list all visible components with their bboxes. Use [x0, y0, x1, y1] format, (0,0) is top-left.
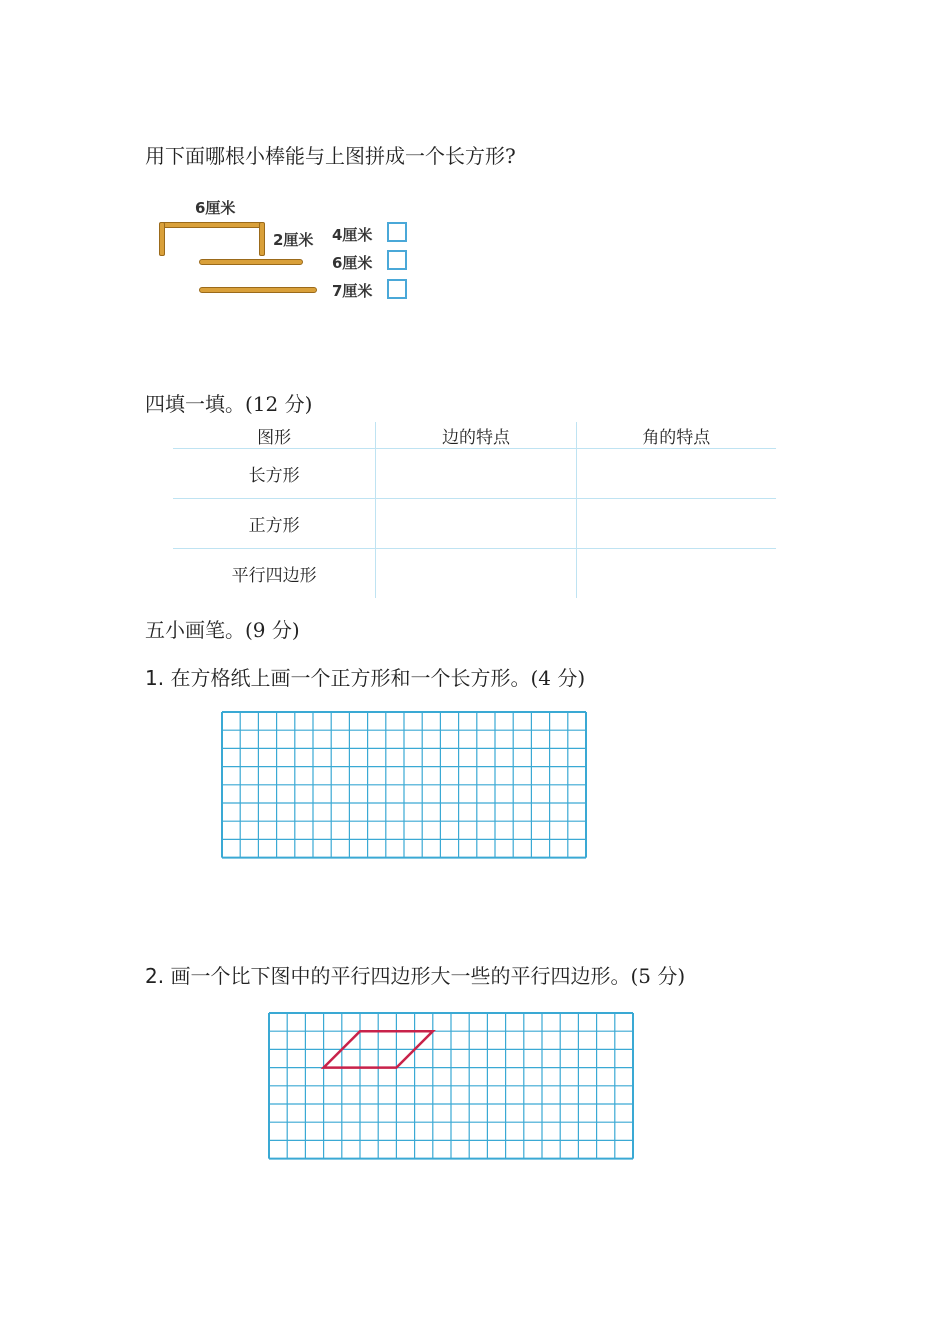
- option-label-6cm: 6厘米: [332, 254, 373, 272]
- q2-text: 画一个比下图中的平行四边形大一些的平行四边形。(5 分): [170, 964, 686, 988]
- table-row: [173, 549, 776, 599]
- table-row: [173, 499, 776, 549]
- option-label-4cm: 4厘米: [332, 226, 373, 244]
- option-label-7cm: 7厘米: [332, 282, 373, 300]
- cell-rectangle-sides[interactable]: [376, 449, 576, 499]
- header-angles: 角的特点: [576, 422, 776, 449]
- grid-lines: [269, 1013, 633, 1159]
- header-sides: 边的特点: [376, 422, 576, 449]
- header-shape: 图形: [173, 422, 376, 449]
- section4-title: 四填一填。(12 分): [145, 392, 313, 416]
- top-stick-label: 6厘米: [195, 199, 236, 217]
- cell-parallelogram-angles[interactable]: [576, 549, 776, 599]
- grid-lines: [222, 712, 586, 858]
- table-header-row: [173, 422, 776, 449]
- cell-rectangle-angles[interactable]: [576, 449, 776, 499]
- row-label-rectangle: 长方形: [173, 449, 376, 499]
- answer-box-6cm[interactable]: [387, 250, 407, 270]
- section5-title: 五小画笔。(9 分): [145, 618, 300, 642]
- side-stick-label: 2厘米: [273, 231, 314, 249]
- stick-6cm: [199, 259, 303, 265]
- question-text: 用下面哪根小棒能与上图拼成一个长方形?: [145, 144, 516, 168]
- grid-paper-2[interactable]: [268, 1012, 634, 1160]
- cell-square-sides[interactable]: [376, 499, 576, 549]
- answer-box-4cm[interactable]: [387, 222, 407, 242]
- q1-line: [145, 662, 585, 691]
- q2-number: 2.: [145, 964, 165, 988]
- fill-table: [173, 422, 776, 598]
- top-stick: [159, 222, 265, 228]
- right-stick: [259, 222, 265, 256]
- left-stick: [159, 222, 165, 256]
- row-label-parallelogram: 平行四边形: [231, 566, 317, 586]
- answer-box-7cm[interactable]: [387, 279, 407, 299]
- q1-text: 在方格纸上画一个正方形和一个长方形。(4 分): [170, 666, 586, 690]
- cell-parallelogram-sides[interactable]: [376, 549, 576, 599]
- grid-paper-1[interactable]: [221, 711, 587, 859]
- stick-7cm: [199, 287, 317, 293]
- row-label-square: 正方形: [173, 499, 376, 549]
- cell-square-angles[interactable]: [576, 499, 776, 549]
- q2-line: [145, 960, 685, 989]
- q1-number: 1.: [145, 666, 165, 690]
- table-row: [173, 449, 776, 499]
